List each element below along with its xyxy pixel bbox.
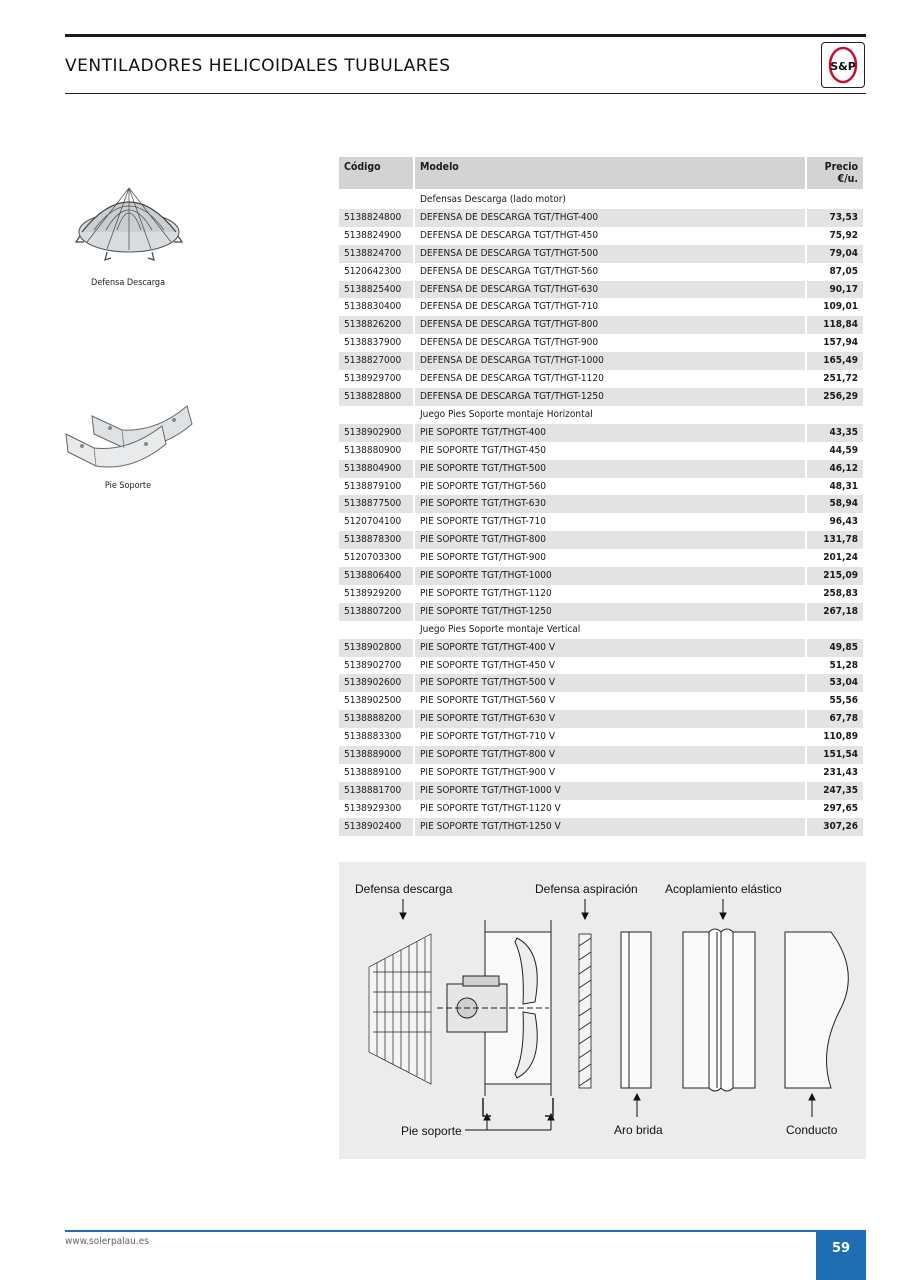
- code-cell: 5138929300: [339, 800, 413, 818]
- drawing-acoplamiento: [683, 929, 755, 1091]
- model-cell: DEFENSA DE DESCARGA TGT/THGT-1000: [415, 352, 805, 370]
- price-cell: 46,12: [807, 460, 863, 478]
- code-cell: 5138929200: [339, 585, 413, 603]
- model-cell: PIE SOPORTE TGT/THGT-1250: [415, 603, 805, 621]
- code-cell: 5138902700: [339, 657, 413, 675]
- label-defensa-descarga: Defensa descarga: [355, 882, 453, 896]
- code-cell: 5138878300: [339, 531, 413, 549]
- drawing-fan: [437, 920, 553, 1116]
- model-cell: PIE SOPORTE TGT/THGT-710 V: [415, 728, 805, 746]
- drawing-conducto: [785, 932, 848, 1088]
- code-cell: 5138879100: [339, 478, 413, 496]
- code-cell: 5138902900: [339, 424, 413, 442]
- section-title: Defensas Descarga (lado motor): [415, 191, 805, 209]
- model-cell: DEFENSA DE DESCARGA TGT/THGT-560: [415, 263, 805, 281]
- model-cell: PIE SOPORTE TGT/THGT-900 V: [415, 764, 805, 782]
- code-cell: 5138828800: [339, 388, 413, 406]
- table-header-row: [339, 157, 863, 191]
- code-cell: 5138880900: [339, 442, 413, 460]
- table-row: [339, 746, 863, 764]
- section-header-row: [339, 621, 863, 639]
- section-blank-cell: [339, 406, 413, 424]
- header-price-line2: €/u.: [837, 173, 858, 185]
- price-cell: 43,35: [807, 424, 863, 442]
- code-cell: 5138826200: [339, 316, 413, 334]
- table-row: [339, 764, 863, 782]
- table-row: [339, 442, 863, 460]
- model-cell: PIE SOPORTE TGT/THGT-900: [415, 549, 805, 567]
- header-code: Código: [339, 157, 413, 191]
- table-row: [339, 316, 863, 334]
- table-row: [339, 692, 863, 710]
- model-cell: DEFENSA DE DESCARGA TGT/THGT-500: [415, 245, 805, 263]
- model-cell: PIE SOPORTE TGT/THGT-450: [415, 442, 805, 460]
- model-cell: PIE SOPORTE TGT/THGT-1000: [415, 567, 805, 585]
- price-cell: 215,09: [807, 567, 863, 585]
- footer-url[interactable]: www.solerpalau.es: [65, 1236, 149, 1247]
- code-cell: 5138827000: [339, 352, 413, 370]
- model-cell: DEFENSA DE DESCARGA TGT/THGT-400: [415, 209, 805, 227]
- price-cell: 79,04: [807, 245, 863, 263]
- price-cell: 201,24: [807, 549, 863, 567]
- price-cell: 157,94: [807, 334, 863, 352]
- section-header-row: [339, 406, 863, 424]
- price-cell: 51,28: [807, 657, 863, 675]
- code-cell: 5138807200: [339, 603, 413, 621]
- table-row: [339, 227, 863, 245]
- label-conducto: Conducto: [786, 1123, 838, 1137]
- label-defensa-aspiracion: Defensa aspiración: [535, 882, 638, 896]
- code-cell: 5138804900: [339, 460, 413, 478]
- model-cell: PIE SOPORTE TGT/THGT-1120: [415, 585, 805, 603]
- table-row: [339, 263, 863, 281]
- table-row: [339, 567, 863, 585]
- table-row: [339, 800, 863, 818]
- table-body: [339, 191, 863, 836]
- code-cell: 5138806400: [339, 567, 413, 585]
- price-cell: 131,78: [807, 531, 863, 549]
- table-row: [339, 478, 863, 496]
- price-cell: 58,94: [807, 495, 863, 513]
- page-title: VENTILADORES HELICOIDALES TUBULARES: [65, 56, 451, 76]
- price-cell: 297,65: [807, 800, 863, 818]
- code-cell: 5138902400: [339, 818, 413, 836]
- price-cell: 73,53: [807, 209, 863, 227]
- price-cell: 307,26: [807, 818, 863, 836]
- model-cell: PIE SOPORTE TGT/THGT-1120 V: [415, 800, 805, 818]
- top-rule: [65, 34, 866, 37]
- price-cell: 75,92: [807, 227, 863, 245]
- model-cell: PIE SOPORTE TGT/THGT-500 V: [415, 674, 805, 692]
- code-cell: 5138881700: [339, 782, 413, 800]
- table-row: [339, 388, 863, 406]
- model-cell: PIE SOPORTE TGT/THGT-1250 V: [415, 818, 805, 836]
- code-cell: 5138929700: [339, 370, 413, 388]
- price-cell: 87,05: [807, 263, 863, 281]
- section-blank-cell: [807, 621, 863, 639]
- model-cell: PIE SOPORTE TGT/THGT-560: [415, 478, 805, 496]
- table-row: [339, 674, 863, 692]
- drawing-defensa-descarga: [369, 934, 431, 1084]
- code-cell: 5138888200: [339, 710, 413, 728]
- price-cell: 48,31: [807, 478, 863, 496]
- table-row: [339, 370, 863, 388]
- price-cell: 67,78: [807, 710, 863, 728]
- model-cell: DEFENSA DE DESCARGA TGT/THGT-630: [415, 281, 805, 299]
- price-cell: 251,72: [807, 370, 863, 388]
- caption-pie-soporte: Pie Soporte: [104, 481, 152, 491]
- header-price: [807, 157, 863, 191]
- code-cell: 5138877500: [339, 495, 413, 513]
- assembly-diagram: [339, 862, 866, 1159]
- price-cell: 109,01: [807, 298, 863, 316]
- section-blank-cell: [339, 191, 413, 209]
- model-cell: DEFENSA DE DESCARGA TGT/THGT-1250: [415, 388, 805, 406]
- price-table: [337, 157, 865, 836]
- page-number: 59: [816, 1232, 866, 1280]
- table-row: [339, 531, 863, 549]
- sp-logo: [821, 42, 865, 88]
- price-cell: 258,83: [807, 585, 863, 603]
- caption-defensa-descarga: Defensa Descarga: [90, 278, 166, 288]
- table-row: [339, 298, 863, 316]
- model-cell: PIE SOPORTE TGT/THGT-710: [415, 513, 805, 531]
- code-cell: 5120704100: [339, 513, 413, 531]
- model-cell: DEFENSA DE DESCARGA TGT/THGT-1120: [415, 370, 805, 388]
- section-title: Juego Pies Soporte montaje Horizontal: [415, 406, 805, 424]
- model-cell: PIE SOPORTE TGT/THGT-800: [415, 531, 805, 549]
- table-row: [339, 782, 863, 800]
- price-cell: 96,43: [807, 513, 863, 531]
- code-cell: 5138883300: [339, 728, 413, 746]
- table-row: [339, 281, 863, 299]
- model-cell: PIE SOPORTE TGT/THGT-560 V: [415, 692, 805, 710]
- table-row: [339, 352, 863, 370]
- code-cell: 5138825400: [339, 281, 413, 299]
- model-cell: DEFENSA DE DESCARGA TGT/THGT-710: [415, 298, 805, 316]
- code-cell: 5138837900: [339, 334, 413, 352]
- code-cell: 5138889100: [339, 764, 413, 782]
- price-cell: 165,49: [807, 352, 863, 370]
- header-price-line1: Precio: [824, 161, 858, 173]
- label-acoplamiento: Acoplamiento elástico: [665, 882, 782, 896]
- price-cell: 55,56: [807, 692, 863, 710]
- footer-rule: [65, 1230, 866, 1232]
- table-row: [339, 728, 863, 746]
- model-cell: PIE SOPORTE TGT/THGT-500: [415, 460, 805, 478]
- model-cell: PIE SOPORTE TGT/THGT-400: [415, 424, 805, 442]
- price-cell: 44,59: [807, 442, 863, 460]
- price-cell: 151,54: [807, 746, 863, 764]
- code-cell: 5120703300: [339, 549, 413, 567]
- table-row: [339, 549, 863, 567]
- price-cell: 49,85: [807, 639, 863, 657]
- model-cell: PIE SOPORTE TGT/THGT-450 V: [415, 657, 805, 675]
- table-row: [339, 657, 863, 675]
- title-rule: [65, 93, 866, 94]
- code-cell: 5138889000: [339, 746, 413, 764]
- drawing-aro-brida: [621, 932, 651, 1088]
- model-cell: DEFENSA DE DESCARGA TGT/THGT-450: [415, 227, 805, 245]
- model-cell: PIE SOPORTE TGT/THGT-630: [415, 495, 805, 513]
- price-cell: 231,43: [807, 764, 863, 782]
- code-cell: 5138902600: [339, 674, 413, 692]
- label-aro-brida: Aro brida: [614, 1123, 663, 1137]
- model-cell: PIE SOPORTE TGT/THGT-400 V: [415, 639, 805, 657]
- table-row: [339, 603, 863, 621]
- price-cell: 247,35: [807, 782, 863, 800]
- code-cell: 5138830400: [339, 298, 413, 316]
- pie-soporte-image: [62, 402, 197, 478]
- code-cell: 5138824800: [339, 209, 413, 227]
- section-blank-cell: [807, 191, 863, 209]
- price-cell: 267,18: [807, 603, 863, 621]
- code-cell: 5138824900: [339, 227, 413, 245]
- section-blank-cell: [339, 621, 413, 639]
- drawing-defensa-aspiracion: [579, 934, 591, 1088]
- price-cell: 110,89: [807, 728, 863, 746]
- model-cell: PIE SOPORTE TGT/THGT-800 V: [415, 746, 805, 764]
- code-cell: 5120642300: [339, 263, 413, 281]
- header-model: Modelo: [415, 157, 805, 191]
- section-header-row: [339, 191, 863, 209]
- table-row: [339, 495, 863, 513]
- table-row: [339, 209, 863, 227]
- price-cell: 256,29: [807, 388, 863, 406]
- table-row: [339, 710, 863, 728]
- logo-text: S&P: [830, 60, 856, 73]
- price-cell: 118,84: [807, 316, 863, 334]
- code-cell: 5138902800: [339, 639, 413, 657]
- price-cell: 90,17: [807, 281, 863, 299]
- model-cell: PIE SOPORTE TGT/THGT-1000 V: [415, 782, 805, 800]
- table-row: [339, 245, 863, 263]
- model-cell: DEFENSA DE DESCARGA TGT/THGT-900: [415, 334, 805, 352]
- table-row: [339, 513, 863, 531]
- label-pie-soporte: Pie soporte: [401, 1124, 462, 1138]
- table-row: [339, 334, 863, 352]
- table-row: [339, 460, 863, 478]
- model-cell: PIE SOPORTE TGT/THGT-630 V: [415, 710, 805, 728]
- section-blank-cell: [807, 406, 863, 424]
- table-row: [339, 818, 863, 836]
- code-cell: 5138824700: [339, 245, 413, 263]
- defensa-descarga-image: [72, 180, 187, 274]
- code-cell: 5138902500: [339, 692, 413, 710]
- table-row: [339, 424, 863, 442]
- section-title: Juego Pies Soporte montaje Vertical: [415, 621, 805, 639]
- table-row: [339, 639, 863, 657]
- table-row: [339, 585, 863, 603]
- price-cell: 53,04: [807, 674, 863, 692]
- model-cell: DEFENSA DE DESCARGA TGT/THGT-800: [415, 316, 805, 334]
